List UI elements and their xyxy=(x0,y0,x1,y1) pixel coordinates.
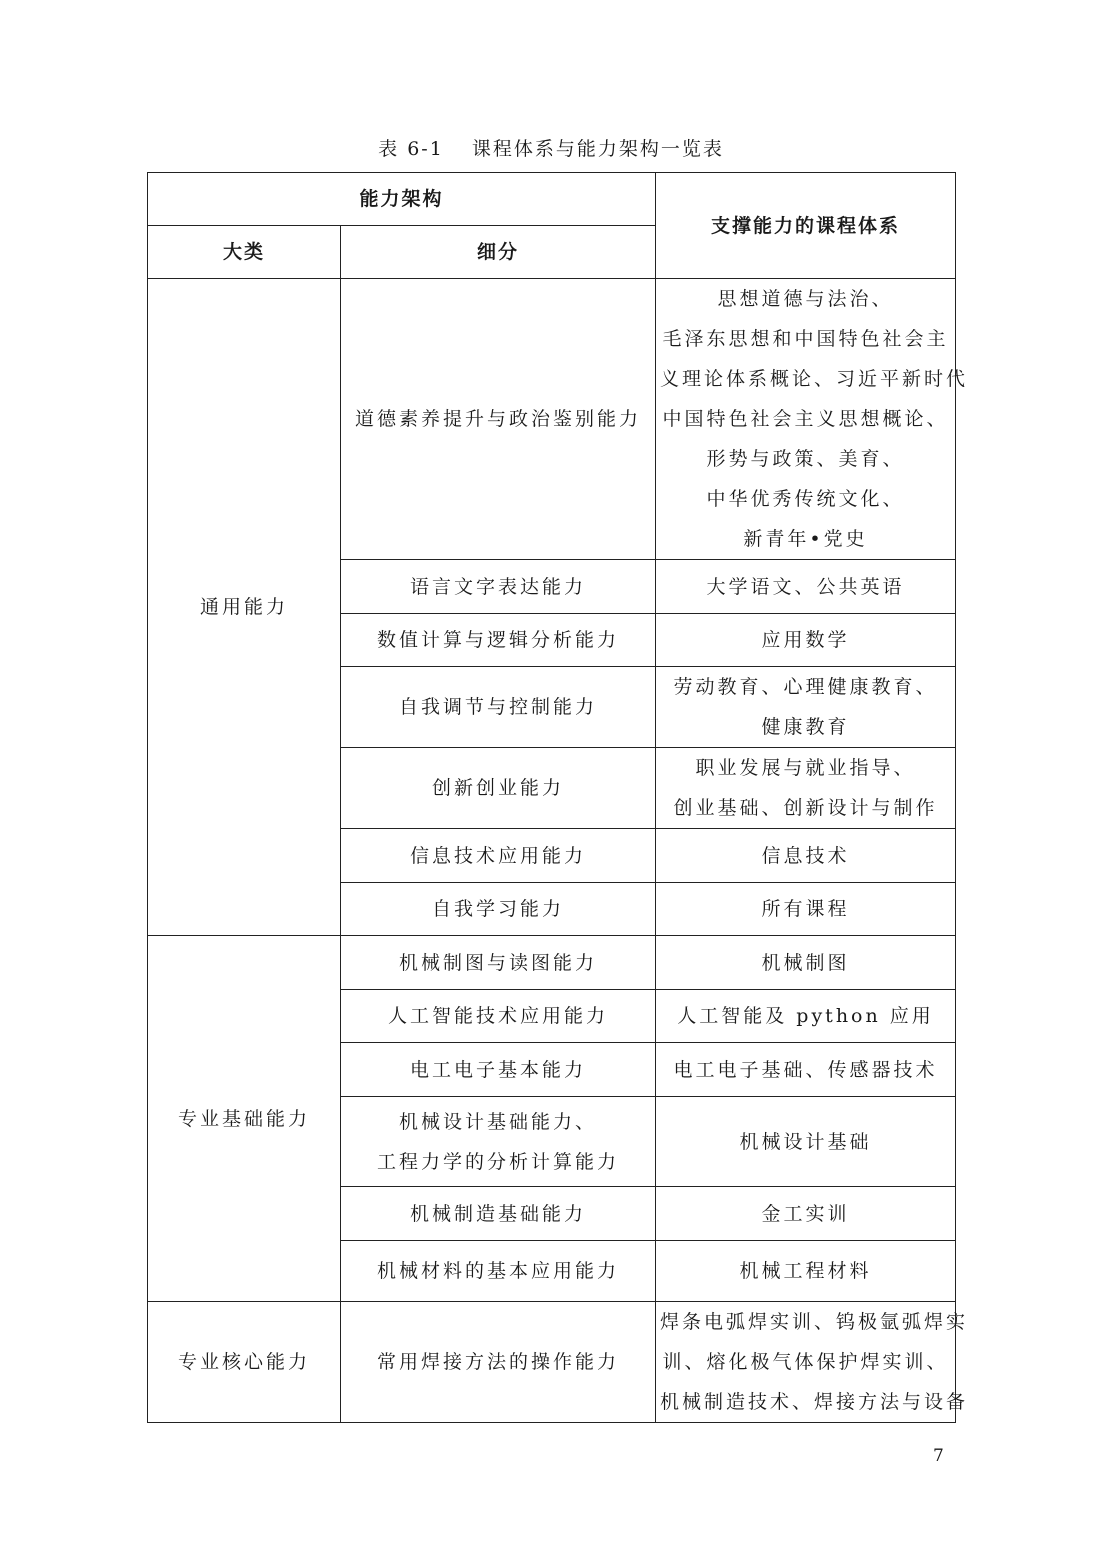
course-line: 大学语文、公共英语 xyxy=(706,575,905,598)
ability-line: 机械制造基础能力 xyxy=(410,1202,587,1225)
course-line: 思想道德与法治、 xyxy=(717,288,894,310)
table-body xyxy=(148,173,969,1423)
table-title: 课程体系与能力架构一览表 xyxy=(471,138,724,160)
table-row xyxy=(148,936,956,990)
ability-line: 自我学习能力 xyxy=(432,898,565,920)
courses-cell xyxy=(656,667,956,748)
ability-line: 自我调节与控制能力 xyxy=(399,696,598,718)
table-row xyxy=(148,279,956,560)
header-major-category: 大类 xyxy=(148,226,341,279)
course-line: 形势与政策、美育、 xyxy=(706,448,905,470)
ability-line: 创新创业能力 xyxy=(432,777,565,799)
course-line: 中华优秀传统文化、 xyxy=(706,488,905,510)
course-line: 新青年•党史 xyxy=(743,528,868,550)
courses-cell xyxy=(656,279,969,560)
ability-cell xyxy=(341,936,656,990)
ability-cell xyxy=(341,279,656,560)
ability-cell xyxy=(341,1241,656,1302)
ability-line: 机械制图与读图能力 xyxy=(399,951,598,974)
courses-cell xyxy=(656,614,956,667)
category-cell: 通用能力 xyxy=(148,279,341,936)
course-line: 人工智能及 python 应用 xyxy=(677,1005,934,1027)
course-line: 毛泽东思想和中国特色社会主 xyxy=(662,328,949,350)
courses-cell xyxy=(656,1302,969,1423)
courses-cell xyxy=(656,1187,956,1241)
course-line: 机械设计基础 xyxy=(739,1130,872,1153)
course-line: 训、熔化极气体保护焊实训、 xyxy=(662,1351,949,1373)
course-line: 机械工程材料 xyxy=(739,1260,872,1282)
ability-cell xyxy=(341,1302,656,1423)
courses-cell xyxy=(656,883,956,936)
header-subdivision: 细分 xyxy=(341,226,656,279)
course-line: 创业基础、创新设计与制作 xyxy=(673,797,938,819)
ability-cell xyxy=(341,883,656,936)
course-line: 焊条电弧焊实训、钨极氩弧焊实 xyxy=(660,1311,969,1333)
ability-cell xyxy=(341,990,656,1043)
ability-cell xyxy=(341,1043,656,1097)
course-ability-table xyxy=(147,172,969,1423)
ability-line: 机械材料的基本应用能力 xyxy=(377,1260,620,1282)
ability-cell xyxy=(341,560,656,614)
course-line: 金工实训 xyxy=(761,1202,850,1225)
ability-line: 语言文字表达能力 xyxy=(410,575,587,598)
ability-cell xyxy=(341,829,656,883)
course-line: 所有课程 xyxy=(761,898,850,920)
ability-line: 信息技术应用能力 xyxy=(410,844,587,867)
course-line: 应用数学 xyxy=(761,629,850,651)
ability-line: 电工电子基本能力 xyxy=(410,1058,587,1081)
category-cell: 专业核心能力 xyxy=(148,1302,341,1423)
course-line: 健康教育 xyxy=(761,716,850,738)
table-number: 表 6-1 xyxy=(378,138,444,160)
header-ability-framework: 能力架构 xyxy=(148,173,656,226)
courses-cell xyxy=(656,748,956,829)
courses-cell xyxy=(656,1241,956,1302)
ability-line: 数值计算与逻辑分析能力 xyxy=(377,629,620,651)
ability-cell xyxy=(341,667,656,748)
courses-cell xyxy=(656,990,956,1043)
courses-cell xyxy=(656,560,956,614)
ability-line: 常用焊接方法的操作能力 xyxy=(377,1351,620,1373)
ability-line: 人工智能技术应用能力 xyxy=(388,1005,609,1027)
ability-line: 道德素养提升与政治鉴别能力 xyxy=(355,408,642,430)
course-line: 机械制图 xyxy=(761,951,850,974)
courses-cell xyxy=(656,936,956,990)
course-line: 职业发展与就业指导、 xyxy=(695,757,916,779)
course-line: 中国特色社会主义思想概论、 xyxy=(662,408,949,430)
table-row xyxy=(148,1302,956,1423)
ability-cell xyxy=(341,1097,656,1187)
course-line: 劳动教育、心理健康教育、 xyxy=(673,676,938,698)
ability-cell xyxy=(341,1187,656,1241)
ability-line: 工程力学的分析计算能力 xyxy=(377,1150,620,1173)
courses-cell xyxy=(656,829,956,883)
courses-cell xyxy=(656,1097,956,1187)
courses-cell xyxy=(656,1043,956,1097)
page-number: 7 xyxy=(933,1446,944,1466)
course-line: 信息技术 xyxy=(761,844,850,867)
category-cell: 专业基础能力 xyxy=(148,936,341,1302)
ability-cell xyxy=(341,748,656,829)
header-row xyxy=(148,173,956,226)
course-line: 电工电子基础、传感器技术 xyxy=(673,1058,938,1081)
table-caption xyxy=(0,134,1102,161)
course-line: 义理论体系概论、习近平新时代 xyxy=(660,368,969,390)
ability-cell xyxy=(341,614,656,667)
ability-line: 机械设计基础能力、 xyxy=(399,1110,598,1133)
header-supporting-courses: 支撑能力的课程体系 xyxy=(656,173,956,279)
course-line: 机械制造技术、焊接方法与设备 xyxy=(660,1391,969,1413)
